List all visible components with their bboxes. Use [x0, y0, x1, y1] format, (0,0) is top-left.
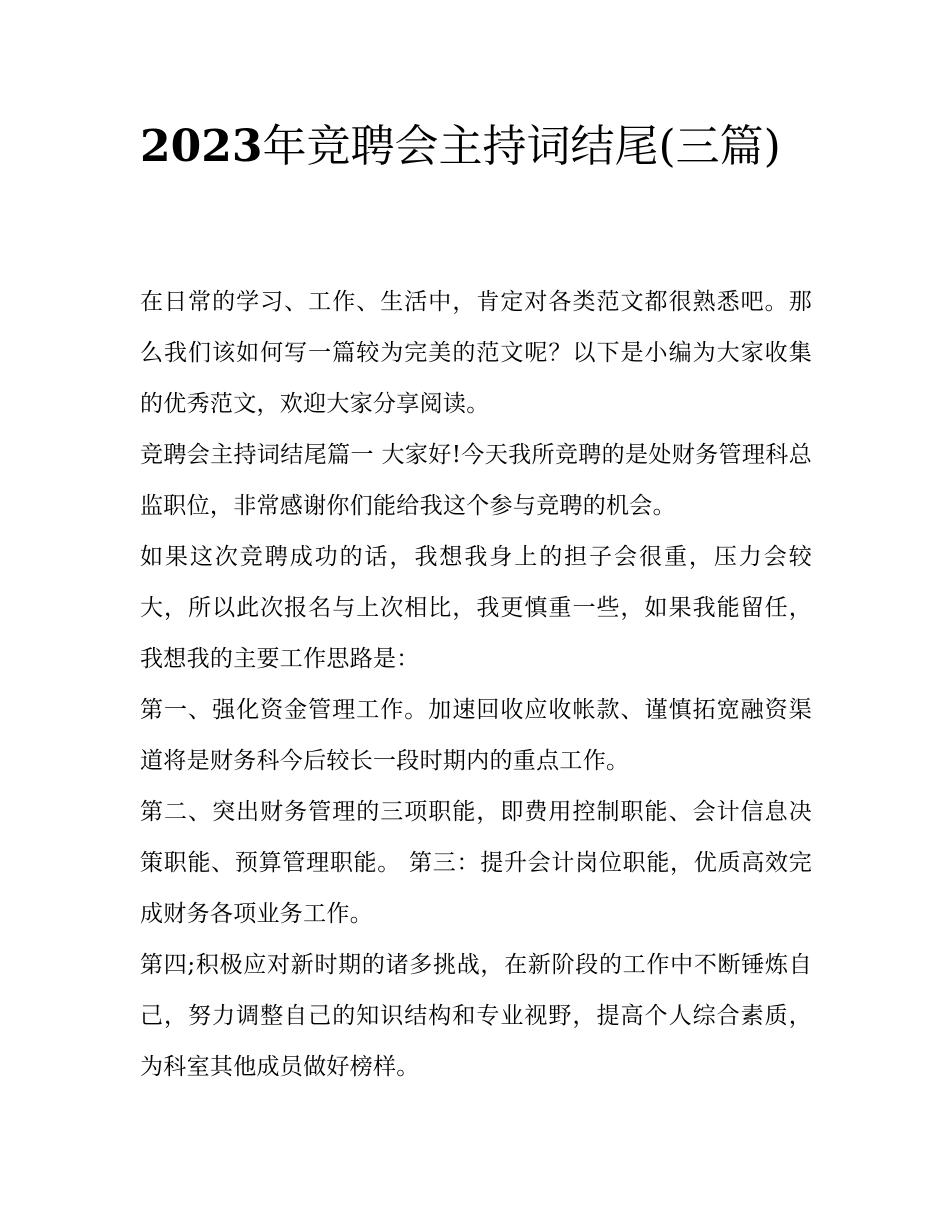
paragraph-greeting: 竞聘会主持词结尾篇一 大家好!今天我所竞聘的是处财务管理科总监职位，非常感谢你们能给我这个参与竞聘的机会。	[140, 442, 812, 519]
paragraph-plan: 如果这次竞聘成功的话，我想我身上的担子会很重，压力会较大，所以此次报名与上次相比，我更慎重一些，如果我能留任，我想我的主要工作思路是：	[140, 544, 812, 672]
paragraph-intro: 在日常的学习、工作、生活中，肯定对各类范文都很熟悉吧。那么我们该如何写一篇较为完美的范文呢？以下是小编为大家收集的优秀范文，欢迎大家分享阅读。	[140, 289, 812, 417]
paragraph-fourth: 第四;积极应对新时期的诸多挑战，在新阶段的工作中不断锤炼自己，努力调整自己的知识结构和专业视野，提高个人综合素质，为科室其他成员做好榜样。	[140, 952, 812, 1080]
title-year: 2023	[140, 121, 263, 172]
document-title	[140, 112, 812, 182]
paragraph-first: 第一、强化资金管理工作。加速回收应收帐款、谨慎拓宽融资渠道将是财务科今后较长一段时期内的重点工作。	[140, 697, 812, 774]
title-text: 年竞聘会主持词结尾(三篇)	[262, 121, 781, 172]
paragraph-second-third: 第二、突出财务管理的三项职能，即费用控制职能、会计信息决策职能、预算管理职能。 第三：提升会计岗位职能，优质高效完成财务各项业务工作。	[140, 799, 812, 927]
document-body	[140, 277, 812, 1093]
